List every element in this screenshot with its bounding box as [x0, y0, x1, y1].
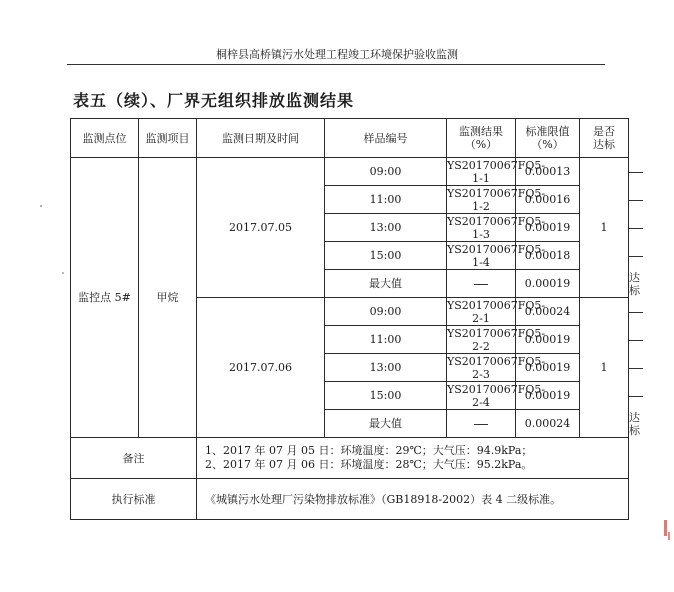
result-cell: 0.00024 — [516, 298, 580, 326]
col-header-result: 监测结果 （%） — [447, 119, 516, 158]
result-cell: 0.00016 — [516, 186, 580, 214]
col-header-sample: 样品编号 — [325, 119, 447, 158]
note-line: 2、2017 年 07 月 06 日：环境温度：28℃；大气压：95.2kPa。 — [205, 458, 533, 471]
scan-speck — [62, 272, 64, 274]
sample-id-cell — [447, 410, 516, 438]
site-cell: 监控点 5# — [71, 158, 139, 438]
sample-id-cell: YS20170067FQ5-1-1 — [447, 158, 546, 185]
sample-id-cell: YS20170067FQ5-2-4 — [447, 382, 546, 409]
time-cell: 最大值 — [325, 410, 447, 438]
result-cell: 0.00024 — [516, 410, 580, 438]
header-rule — [67, 64, 605, 65]
dash-mark — [629, 312, 643, 313]
col-header-site: 监测点位 — [71, 119, 139, 158]
sample-id-cell — [447, 270, 516, 298]
col-header-limit: 标准限值 （%） — [516, 119, 580, 158]
document-header: 桐梓县高桥镇污水处理工程竣工环境保护验收监测 — [216, 48, 458, 61]
dash-mark — [474, 424, 488, 425]
result-cell: 0.00019 — [516, 326, 580, 354]
dash-mark — [474, 284, 488, 285]
col-header-item: 监测项目 — [139, 119, 197, 158]
sample-id-cell: YS20170067FQ5-1-3 — [447, 214, 546, 241]
time-cell: 15:00 — [325, 382, 447, 410]
sample-id-cell: YS20170067FQ5-2-1 — [447, 298, 546, 325]
col-header-datetime: 监测日期及时间 — [197, 119, 325, 158]
sample-id-cell: YS20170067FQ5-2-3 — [447, 354, 546, 381]
dash-mark — [629, 396, 643, 397]
monitoring-results-table — [70, 118, 640, 520]
result-cell: 0.00019 — [516, 270, 580, 298]
table-row: 最大值 0.00019 达标 — [71, 270, 629, 298]
limit-cell: 1 — [580, 158, 629, 298]
sample-id-cell: YS20170067FQ5-2-2 — [447, 326, 546, 353]
notes-cell — [197, 438, 629, 479]
time-cell: 09:00 — [325, 298, 447, 326]
dash-mark — [629, 256, 643, 257]
limit-cell: 1 — [580, 298, 629, 438]
col-header-compliance: 是否 达标 — [580, 119, 629, 158]
time-cell: 最大值 — [325, 270, 447, 298]
dash-mark — [629, 172, 643, 173]
time-cell: 13:00 — [325, 354, 447, 382]
standard-label: 执行标准 — [71, 479, 197, 520]
notes-label: 备注 — [71, 438, 197, 479]
table-row — [71, 158, 629, 186]
dash-mark — [629, 200, 643, 201]
table-row: 最大值 0.00024 达标 — [71, 410, 629, 438]
red-stamp-mark — [668, 532, 670, 540]
sample-id-cell: YS20170067FQ5-1-4 — [447, 242, 546, 269]
result-cell: 0.00018 — [516, 242, 580, 270]
note-line: 1、2017 年 07 月 05 日：环境温度：29℃；大气压：94.9kPa； — [205, 444, 533, 457]
table-title: 表五（续）、厂界无组织排放监测结果 — [73, 91, 355, 110]
result-cell: 0.00019 — [516, 354, 580, 382]
result-cell: 0.00019 — [516, 382, 580, 410]
time-cell: 09:00 — [325, 158, 447, 186]
scan-speck — [40, 205, 42, 207]
red-stamp-mark — [664, 520, 667, 536]
dash-mark — [629, 340, 643, 341]
result-cell: 0.00019 — [516, 214, 580, 242]
date-cell: 2017.07.05 — [197, 158, 325, 298]
time-cell: 11:00 — [325, 186, 447, 214]
date-cell: 2017.07.06 — [197, 298, 325, 438]
result-cell: 0.00013 — [516, 158, 580, 186]
time-cell: 11:00 — [325, 326, 447, 354]
time-cell: 15:00 — [325, 242, 447, 270]
sample-id-cell: YS20170067FQ5-1-2 — [447, 186, 546, 213]
time-cell: 13:00 — [325, 214, 447, 242]
dash-mark — [629, 368, 643, 369]
item-cell: 甲烷 — [139, 158, 197, 438]
dash-mark — [629, 228, 643, 229]
standard-text: 《城镇污水处理厂污染物排放标准》（GB18918-2002）表 4 二级标准。 — [197, 479, 629, 520]
